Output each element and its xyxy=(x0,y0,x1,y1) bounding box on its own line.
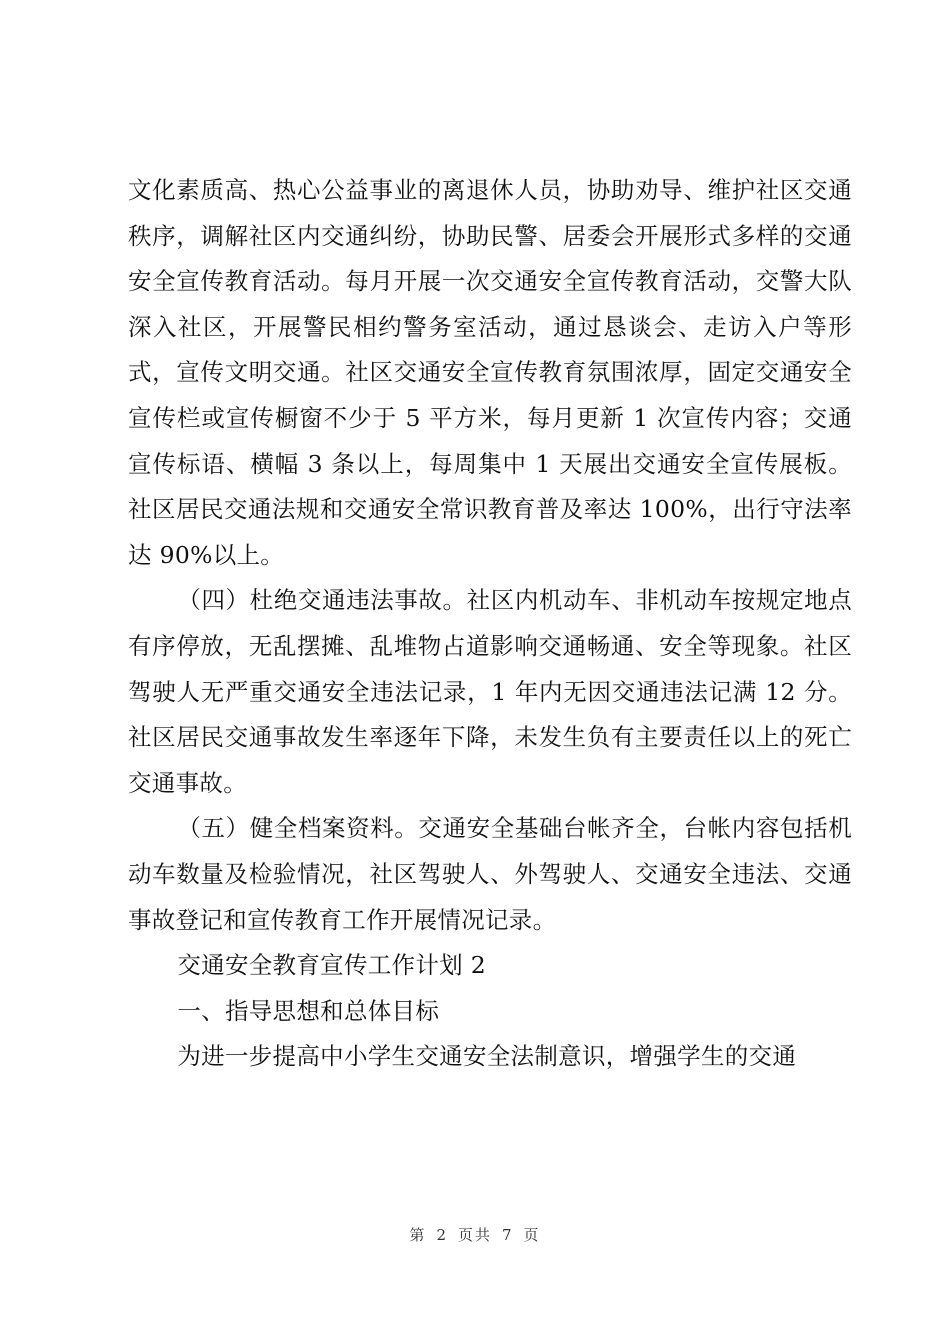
paragraph-section-five: （五）健全档案资料。交通安全基础台帐齐全，台帐内容包括机动车数量及检验情况，社区驾驶人、外驾驶人、交通安全违法、交通事故登记和宣传教育工作开展情况记录。 xyxy=(128,814,852,934)
footer-prefix: 第 xyxy=(409,1226,427,1244)
paragraph-continuation: 文化素质高、热心公益事业的离退休人员，协助劝导、维护社区交通秩序，调解社区内交通纠纷，协助民警、居委会开展形式多样的交通安全宣传教育活动。每月开展一次交通安全宣传教育活动，交警大队深入社区，开展警民相约警务室活动，通过恳谈会、走访入户等形式，宣传文明交通。社区交通安全宣传教育氛围浓厚，固定交通安全宣传栏或宣传橱窗不少于 5 平方米，每月更新 1 次宣传内容；交通宣传标语、横幅 3 条以上，每周集中 1 天展出交通安全宣传展板。社区居民交通法规和交通安全常识教育普及率达 100%，出行守法率达 90%以上。 xyxy=(128,176,852,569)
footer-page-number: 2 xyxy=(436,1226,448,1244)
footer-middle: 页共 xyxy=(457,1226,492,1244)
section-heading: 一、指导思想和总体目标 xyxy=(177,996,440,1025)
footer-total-pages: 7 xyxy=(502,1226,514,1244)
document-body xyxy=(128,168,852,1080)
page-footer xyxy=(0,1224,950,1245)
paragraph-intro: 为进一步提高中小学生交通安全法制意识，增强学生的交通 xyxy=(177,1042,797,1071)
plan-heading: 交通安全教育宣传工作计划 2 xyxy=(177,951,486,980)
footer-suffix: 页 xyxy=(523,1226,541,1244)
paragraph-section-four: （四）杜绝交通违法事故。社区内机动车、非机动车按规定地点有序停放，无乱摆摊、乱堆物占道影响交通畅通、安全等现象。社区驾驶人无严重交通安全违法记录，1 年内无因交通违法记满 12 分。社区居民交通事故发生率逐年下降，未发生负有主要责任以上的死亡交通事故。 xyxy=(128,586,852,797)
